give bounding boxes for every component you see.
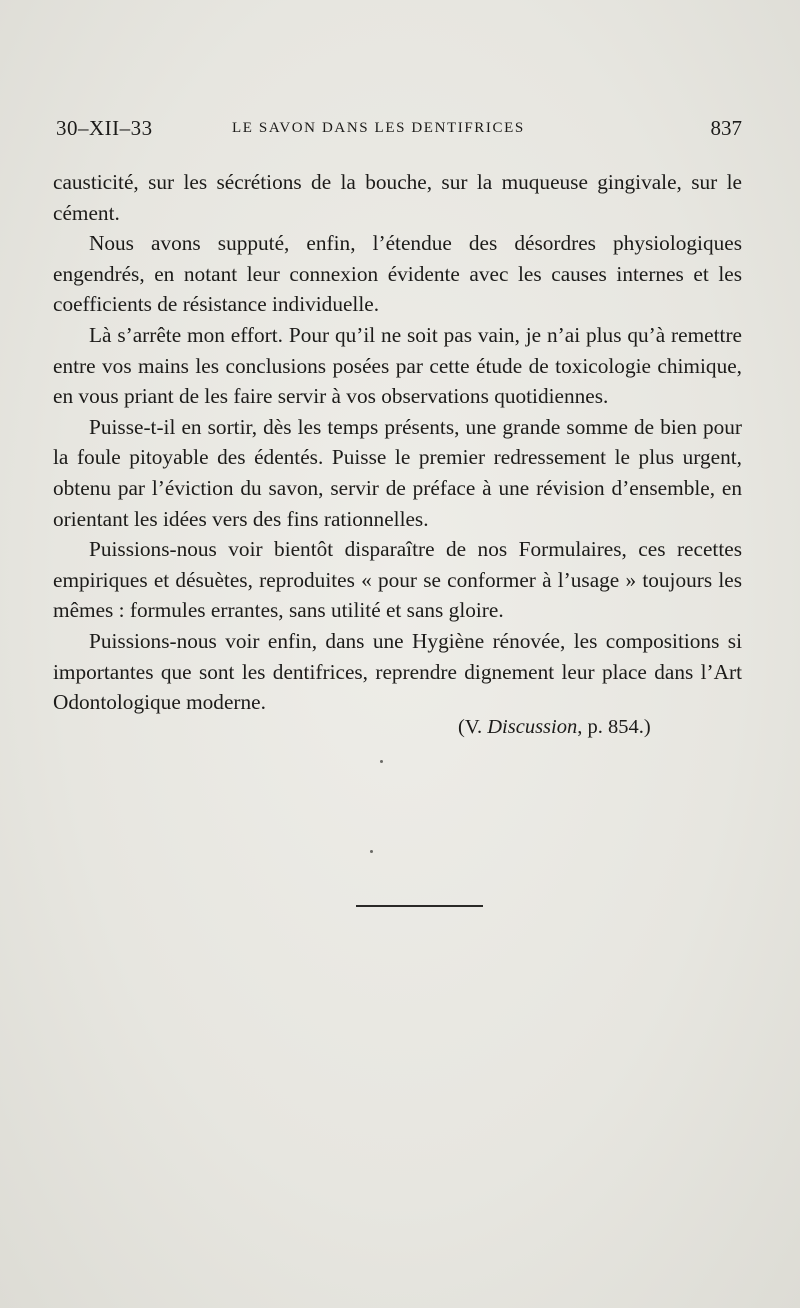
- article-body: [53, 167, 742, 718]
- page-number: 837: [710, 116, 742, 140]
- paragraph: Nous avons supputé, enfin, l’étendue des désordres physiologiques engendrés, en notant leur connexion évidente avec les causes internes et les coefficients de résistance individuelle.: [53, 231, 742, 317]
- paragraph: Puissions-nous voir bientôt disparaître de nos Formulaires, ces recettes empiriques et désuètes, reproduites « pour se conformer à l’usage » toujours les mêmes : formules errantes, sans utilité et sans gloire.: [53, 537, 742, 623]
- ink-speck: [370, 850, 373, 853]
- citation-work: Discussion: [487, 716, 578, 738]
- header-date: 30–XII–33: [56, 116, 153, 140]
- paragraph: Là s’arrête mon effort. Pour qu’il ne soit pas vain, je n’ai plus qu’à remettre entre vos mains les conclusions posées par cette étude de toxicologie chimique, en vous priant de les faire servir à vos observations quotidiennes.: [53, 322, 742, 409]
- section-end-rule: [356, 905, 483, 907]
- paragraph: Puisse-t-il en sortir, dès les temps présents, une grande somme de bien pour la foule pitoyable des édentés. Puisse le premier redressement le plus urgent, obtenu par l’éviction du savon, servir de préface à une révision d’ensemble, en orientant les idées vers des fins rationnelles.: [53, 414, 742, 531]
- paragraph-continuation: causticité, sur les sécrétions de la bouche, sur la muqueuse gingivale, sur le cément.: [53, 170, 742, 225]
- ink-speck: [380, 760, 383, 763]
- citation-open: (V.: [458, 716, 488, 738]
- discussion-reference: [458, 716, 651, 739]
- running-title: LE SAVON DANS LES DENTIFRICES: [232, 120, 525, 136]
- citation-page: , p. 854.): [577, 716, 651, 738]
- paragraph: Puissions-nous voir enfin, dans une Hygiène rénovée, les compositions si importantes que sont les dentifrices, reprendre dignement leur place dans l’Art Odontologique moderne.: [53, 628, 742, 715]
- running-header: [56, 116, 742, 146]
